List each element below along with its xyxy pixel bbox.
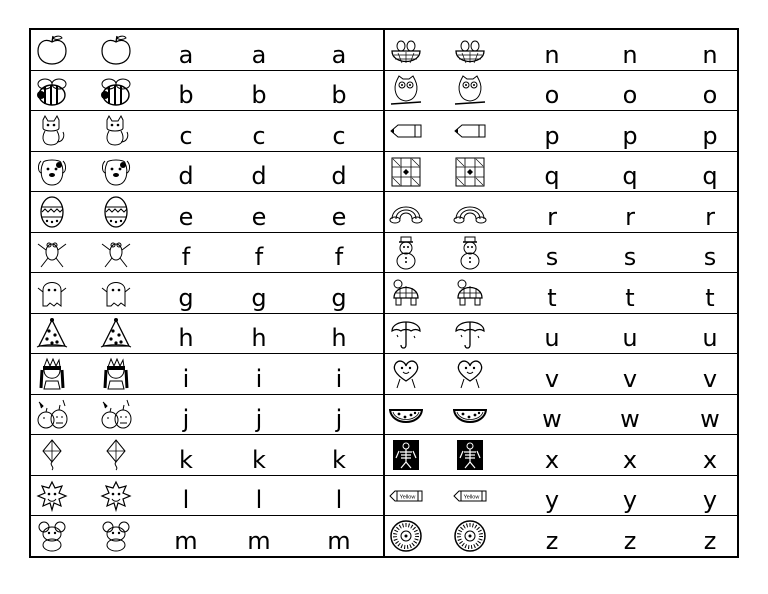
hat-icon <box>99 317 133 351</box>
letter-i: i <box>255 364 263 393</box>
right-column-n-to-z <box>385 30 737 556</box>
umbrella-icon <box>453 317 487 351</box>
row-y <box>385 476 737 517</box>
letter-k: k <box>179 445 193 474</box>
kite-icon <box>99 438 133 472</box>
letter-d: d <box>178 162 194 191</box>
row-t <box>385 273 737 314</box>
letter-i: i <box>182 364 190 393</box>
nest-icon <box>389 33 423 67</box>
quilt-icon <box>453 155 487 189</box>
letter-u: u <box>544 324 560 353</box>
letter-t: t <box>705 283 715 312</box>
letter-p: p <box>702 121 718 150</box>
crayon-label: Yellow <box>399 494 416 501</box>
letter-h: h <box>251 324 267 353</box>
letter-b: b <box>331 81 347 110</box>
row-a <box>31 30 383 71</box>
letter-x: x <box>702 445 718 474</box>
owl-icon <box>453 74 487 108</box>
owl-icon <box>389 74 423 108</box>
letter-n: n <box>622 40 638 69</box>
pencil-icon <box>453 114 487 148</box>
crayon-label: Yellow <box>463 494 480 501</box>
letter-m: m <box>174 526 198 555</box>
letter-z: z <box>545 526 559 555</box>
letter-w: w <box>542 405 562 434</box>
x-ray-icon <box>453 438 487 472</box>
leaf-icon <box>35 479 69 513</box>
bee-icon <box>99 74 133 108</box>
row-c <box>31 111 383 152</box>
frog-icon <box>35 236 69 270</box>
letter-i: i <box>335 364 343 393</box>
row-q <box>385 152 737 193</box>
row-g <box>31 273 383 314</box>
letter-v: v <box>544 364 560 393</box>
row-w <box>385 395 737 436</box>
indian-icon <box>99 357 133 391</box>
left-column-a-to-m <box>31 30 385 556</box>
mouse-icon <box>99 519 133 553</box>
letter-o: o <box>544 81 560 110</box>
letter-c: c <box>252 121 266 150</box>
letter-l: l <box>182 486 190 515</box>
letter-b: b <box>251 81 267 110</box>
row-m <box>31 516 383 556</box>
letter-d: d <box>251 162 267 191</box>
row-k <box>31 435 383 476</box>
letter-e: e <box>178 202 194 231</box>
letter-j: j <box>335 405 343 434</box>
letter-q: q <box>622 162 638 191</box>
turtle-icon <box>389 276 423 310</box>
apple-icon <box>35 33 69 67</box>
letter-y: y <box>544 486 560 515</box>
apple-icon <box>99 33 133 67</box>
dog-icon <box>35 155 69 189</box>
row-h <box>31 314 383 355</box>
letter-a: a <box>251 40 267 69</box>
letter-z: z <box>623 526 637 555</box>
letter-k: k <box>332 445 346 474</box>
valentine-icon <box>453 357 487 391</box>
watermelon-icon <box>389 398 423 432</box>
letter-e: e <box>331 202 347 231</box>
row-o <box>385 71 737 112</box>
zero-icon <box>389 519 423 553</box>
letter-n: n <box>702 40 718 69</box>
letter-l: l <box>335 486 343 515</box>
letter-q: q <box>544 162 560 191</box>
row-s <box>385 233 737 274</box>
letter-s: s <box>703 243 717 272</box>
quilt-icon <box>389 155 423 189</box>
bee-icon <box>35 74 69 108</box>
row-b <box>31 71 383 112</box>
letter-p: p <box>544 121 560 150</box>
letter-b: b <box>178 81 194 110</box>
watermelon-icon <box>453 398 487 432</box>
letter-f: f <box>181 243 191 272</box>
letter-n: n <box>544 40 560 69</box>
cat-icon <box>35 114 69 148</box>
leaf-icon <box>99 479 133 513</box>
row-i <box>31 354 383 395</box>
ghost-icon <box>99 276 133 310</box>
hat-icon <box>35 317 69 351</box>
egg-icon <box>35 195 69 229</box>
pencil-icon <box>389 114 423 148</box>
letter-x: x <box>544 445 560 474</box>
letter-w: w <box>700 405 720 434</box>
snowman-icon <box>453 236 487 270</box>
row-v <box>385 354 737 395</box>
row-j <box>31 395 383 436</box>
letter-y: y <box>622 486 638 515</box>
rainbow-icon <box>389 195 423 229</box>
letter-j: j <box>182 405 190 434</box>
letter-h: h <box>331 324 347 353</box>
jack-o-lantern-icon <box>35 398 69 432</box>
letter-u: u <box>702 324 718 353</box>
umbrella-icon <box>389 317 423 351</box>
letter-g: g <box>331 283 347 312</box>
rainbow-icon <box>453 195 487 229</box>
letter-q: q <box>702 162 718 191</box>
letter-y: y <box>702 486 718 515</box>
letter-u: u <box>622 324 638 353</box>
indian-icon <box>35 357 69 391</box>
row-z <box>385 516 737 556</box>
yellow-crayon-icon <box>389 479 423 513</box>
letter-d: d <box>331 162 347 191</box>
row-e <box>31 192 383 233</box>
dog-icon <box>99 155 133 189</box>
letter-h: h <box>178 324 194 353</box>
letter-t: t <box>625 283 635 312</box>
row-p <box>385 111 737 152</box>
letter-x: x <box>622 445 638 474</box>
letter-v: v <box>702 364 718 393</box>
letter-g: g <box>251 283 267 312</box>
frog-icon <box>99 236 133 270</box>
egg-icon <box>99 195 133 229</box>
letter-l: l <box>255 486 263 515</box>
ghost-icon <box>35 276 69 310</box>
letter-z: z <box>703 526 717 555</box>
row-u <box>385 314 737 355</box>
kite-icon <box>35 438 69 472</box>
row-r <box>385 192 737 233</box>
nest-icon <box>453 33 487 67</box>
letter-m: m <box>327 526 351 555</box>
letter-o: o <box>622 81 638 110</box>
cat-icon <box>99 114 133 148</box>
snowman-icon <box>389 236 423 270</box>
letter-s: s <box>623 243 637 272</box>
letter-r: r <box>625 202 635 231</box>
letter-j: j <box>255 405 263 434</box>
row-f <box>31 233 383 274</box>
letter-g: g <box>178 283 194 312</box>
letter-s: s <box>545 243 559 272</box>
letter-c: c <box>179 121 193 150</box>
zero-icon <box>453 519 487 553</box>
letter-f: f <box>254 243 264 272</box>
yellow-crayon-icon <box>453 479 487 513</box>
letter-e: e <box>251 202 267 231</box>
letter-m: m <box>247 526 271 555</box>
valentine-icon <box>389 357 423 391</box>
letter-p: p <box>622 121 638 150</box>
letter-o: o <box>702 81 718 110</box>
letter-f: f <box>334 243 344 272</box>
letter-a: a <box>178 40 194 69</box>
row-n <box>385 30 737 71</box>
alphabet-worksheet <box>29 28 739 558</box>
letter-k: k <box>252 445 266 474</box>
letter-r: r <box>547 202 557 231</box>
x-ray-icon <box>389 438 423 472</box>
mouse-icon <box>35 519 69 553</box>
turtle-icon <box>453 276 487 310</box>
letter-a: a <box>331 40 347 69</box>
letter-v: v <box>622 364 638 393</box>
letter-w: w <box>620 405 640 434</box>
letter-t: t <box>547 283 557 312</box>
letter-c: c <box>332 121 346 150</box>
row-d <box>31 152 383 193</box>
letter-r: r <box>705 202 715 231</box>
jack-o-lantern-icon <box>99 398 133 432</box>
row-l <box>31 476 383 517</box>
row-x <box>385 435 737 476</box>
